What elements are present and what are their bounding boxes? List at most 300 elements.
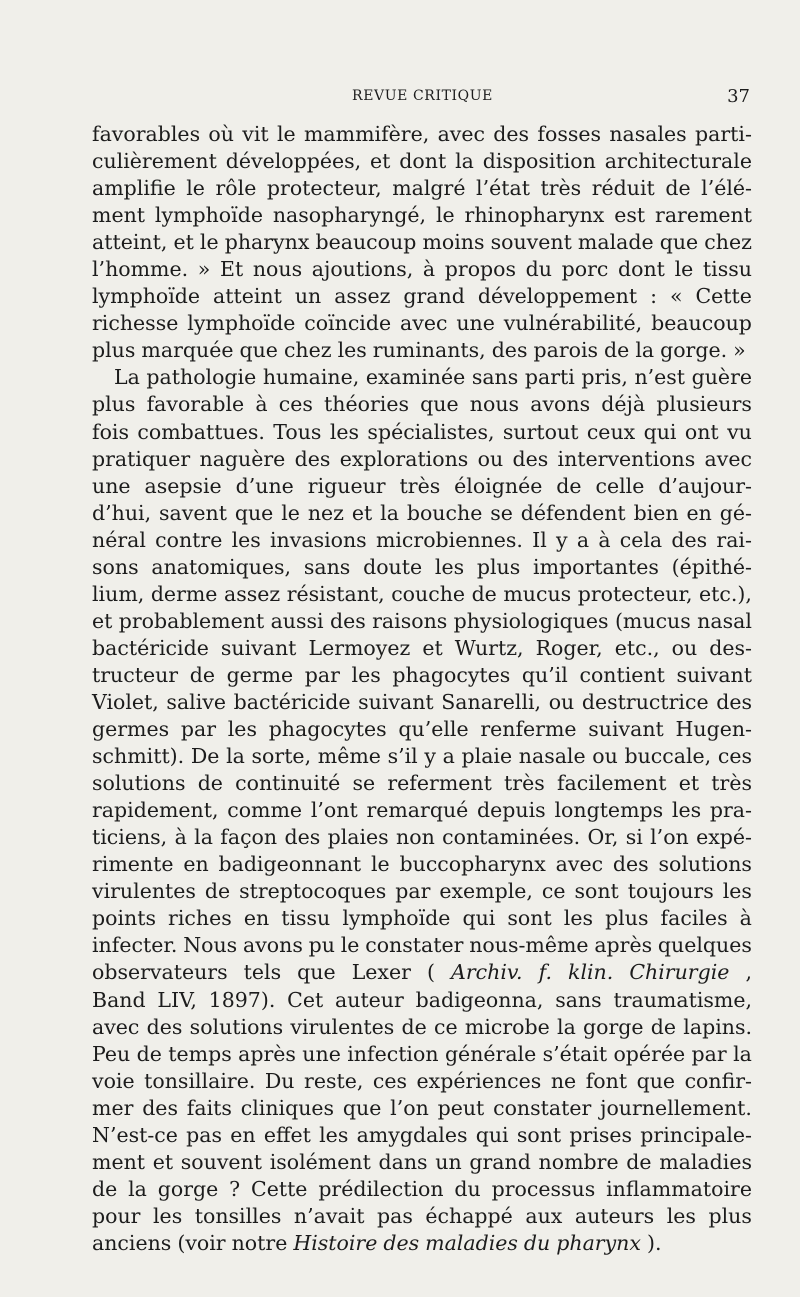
word: Sanarelli, <box>441 689 542 714</box>
word: Band <box>92 987 146 1012</box>
word: de <box>401 1014 427 1039</box>
word: le <box>340 933 360 958</box>
word: les <box>227 717 257 742</box>
word: pas <box>186 1122 222 1147</box>
word: toujours <box>627 879 714 904</box>
word: Cette <box>251 1176 308 1201</box>
word: contre <box>155 527 223 552</box>
word: à <box>739 906 752 931</box>
word: sans <box>471 365 519 390</box>
word: pharynx <box>556 1230 641 1255</box>
word: la <box>455 149 474 174</box>
word: maladies <box>425 1230 518 1255</box>
text-line <box>92 987 752 1014</box>
word: solutions <box>92 771 186 796</box>
word: l’homme. <box>92 257 189 282</box>
word: voie <box>92 1068 135 1093</box>
word: germes <box>92 717 170 742</box>
word: les <box>666 1203 696 1228</box>
word: lymphoïde <box>92 284 201 309</box>
word: atteint, <box>92 230 168 255</box>
word: déjà <box>601 392 646 417</box>
word: par <box>395 879 431 904</box>
word: que <box>636 1068 676 1093</box>
word: disposition <box>482 149 596 174</box>
word: riches <box>168 906 232 931</box>
word: faciles <box>660 906 728 931</box>
text-line <box>92 527 752 554</box>
word: tonsilles <box>194 1203 282 1228</box>
word: De <box>190 744 220 769</box>
word: depuis <box>477 798 546 823</box>
word: de <box>556 473 582 498</box>
word: lymphoïde <box>187 311 296 336</box>
word: Roger, <box>535 635 603 660</box>
text-line <box>92 878 752 905</box>
word: sorte, <box>251 744 312 769</box>
word: le <box>281 500 300 525</box>
word: cliniques <box>240 1095 335 1120</box>
word: streptocoques <box>239 879 387 904</box>
word: qu’elle <box>398 717 469 742</box>
word: des <box>671 527 708 552</box>
word: éloignée <box>454 473 543 498</box>
word: développées, <box>225 149 362 174</box>
word: et <box>370 149 391 174</box>
word: avec <box>92 1014 140 1039</box>
word: s’était <box>542 1041 608 1066</box>
word: et <box>92 608 113 633</box>
word: avec <box>555 852 604 877</box>
word: l’on <box>650 825 689 850</box>
word: des <box>512 446 549 471</box>
word: La <box>114 365 140 390</box>
word: beaucoup <box>315 230 417 255</box>
word: rapidement, <box>92 798 219 823</box>
word: la <box>194 825 213 850</box>
word: lapins. <box>683 1014 752 1039</box>
word: en <box>183 852 209 877</box>
word: expériences <box>416 1068 542 1093</box>
word: des <box>329 608 366 633</box>
word: n’avait <box>293 1203 365 1228</box>
word: phagocytes <box>268 717 387 742</box>
word: Archiv. <box>451 960 523 985</box>
word: par <box>180 717 217 742</box>
word: ou <box>671 635 698 660</box>
word: cela <box>619 527 663 552</box>
text-line <box>92 256 752 283</box>
word: assez <box>223 581 281 606</box>
word: contient <box>579 662 665 687</box>
word: suivant <box>220 635 297 660</box>
word: malade <box>577 230 654 255</box>
word: ? <box>229 1176 241 1201</box>
word: avons <box>242 933 303 958</box>
word: les <box>351 662 381 687</box>
word: très <box>711 771 752 796</box>
word: « <box>669 284 683 309</box>
word: badigeonna, <box>415 987 544 1012</box>
word: reste, <box>304 1068 364 1093</box>
word: » <box>733 338 746 363</box>
word: klin. <box>568 960 614 985</box>
word: des <box>491 338 528 363</box>
word: probablement <box>118 608 265 633</box>
word: auteurs <box>574 1203 655 1228</box>
word: salive <box>166 689 226 714</box>
word: ou <box>548 689 575 714</box>
word: phagocytes <box>392 662 511 687</box>
word: ce <box>434 1014 458 1039</box>
word: le <box>370 852 390 877</box>
word: avec <box>437 122 485 146</box>
text-line <box>92 121 752 148</box>
text-line <box>92 1149 752 1176</box>
word: assez <box>334 284 391 309</box>
text-line <box>92 1041 752 1068</box>
word: (voir <box>177 1230 226 1255</box>
word: confir- <box>684 1068 752 1093</box>
text-line <box>92 689 752 716</box>
word: n’est <box>634 365 686 390</box>
word: de <box>204 879 231 904</box>
word: font <box>585 1068 628 1093</box>
word: temps <box>168 1041 232 1066</box>
word: non <box>396 825 435 850</box>
word: Or, <box>587 825 619 850</box>
word: longtemps <box>554 798 664 823</box>
word: culièrement <box>92 149 217 174</box>
word: tructeur <box>92 662 179 687</box>
word: auteur <box>335 987 404 1012</box>
text-line <box>92 554 752 581</box>
word: ). <box>646 1230 662 1255</box>
word: avec <box>400 311 448 336</box>
word: même <box>317 744 381 769</box>
word: les <box>722 879 752 904</box>
word: prédilection <box>318 1176 444 1201</box>
word: protecteur, <box>577 581 693 606</box>
word: destructrice <box>581 689 709 714</box>
word: pharynx <box>224 230 310 255</box>
word: un <box>294 284 322 309</box>
word: une <box>92 473 131 498</box>
word: mer <box>92 1095 134 1120</box>
word: très <box>540 176 582 201</box>
word: avec <box>704 446 752 471</box>
word: ont <box>684 419 719 444</box>
word: amplifie <box>92 176 176 201</box>
word: pas <box>376 1203 413 1228</box>
word: lium, <box>92 581 145 606</box>
word: a <box>442 744 455 769</box>
word: rhinopharynx <box>464 203 605 228</box>
word: faits <box>186 1095 232 1120</box>
word: sont <box>516 1122 562 1147</box>
word: a <box>576 527 590 552</box>
word: Tous <box>273 419 322 444</box>
word: résistant, <box>286 581 385 606</box>
text-line <box>92 310 752 337</box>
word: asepsie <box>144 473 222 498</box>
word: grand <box>403 284 465 309</box>
word: fosses <box>537 122 602 146</box>
word: très <box>399 473 441 498</box>
text-line <box>92 1095 752 1122</box>
word: rai- <box>716 527 752 552</box>
text-line <box>92 500 752 527</box>
word: nasopharyngé, <box>272 203 427 228</box>
word: constater <box>365 933 464 958</box>
word: des <box>612 852 649 877</box>
word: réduit <box>591 176 655 201</box>
word: du <box>525 257 552 282</box>
word: pathologie <box>146 365 257 390</box>
word: Wurtz, <box>454 635 524 660</box>
word: , <box>745 960 752 985</box>
word: isolément <box>269 1149 371 1174</box>
word: (épithé- <box>671 554 752 579</box>
word: des- <box>709 635 752 660</box>
word: ou <box>477 446 504 471</box>
word: le <box>674 257 694 282</box>
word: favorable <box>146 392 245 417</box>
word: que <box>342 1095 382 1120</box>
word: couche <box>391 581 466 606</box>
word: des <box>284 825 321 850</box>
word: parois <box>533 338 599 363</box>
word: Lexer <box>351 960 411 985</box>
text-line <box>92 419 752 446</box>
word: après <box>238 1041 296 1066</box>
word: guère <box>691 365 752 390</box>
word: savent <box>159 500 227 525</box>
word: qui <box>643 419 677 444</box>
word: anciens <box>92 1230 172 1255</box>
text-line <box>92 229 752 256</box>
word: souvent <box>490 230 572 255</box>
word: ruminants, <box>372 338 486 363</box>
word: infection <box>347 1041 439 1066</box>
word: lymphoïde <box>342 906 451 931</box>
word: suivant <box>676 662 752 687</box>
text-line <box>92 662 752 689</box>
word: chez <box>704 230 752 255</box>
word: grand <box>469 1149 531 1174</box>
word: à <box>255 392 268 417</box>
word: plusieurs <box>656 392 752 417</box>
word: de <box>197 771 223 796</box>
text-line <box>92 391 752 418</box>
word: nous <box>252 257 303 282</box>
word: notre <box>231 1230 288 1255</box>
text-line <box>92 581 752 608</box>
word: inflammatoire <box>606 1176 752 1201</box>
word: doute <box>363 554 423 579</box>
word: où <box>208 122 234 146</box>
word: aussi <box>270 608 324 633</box>
word: ces <box>372 1068 408 1093</box>
text-line <box>92 1122 752 1149</box>
word: souvent <box>180 1149 262 1174</box>
word: Cet <box>287 987 324 1012</box>
word: observateurs <box>92 960 228 985</box>
word: bien <box>633 500 679 525</box>
word: Chirurgie <box>629 960 730 985</box>
word: continuité <box>235 771 341 796</box>
word: pratiquer <box>92 446 191 471</box>
word: l’élé- <box>701 176 752 201</box>
text-line <box>92 635 752 662</box>
word: referment <box>387 771 492 796</box>
word: par <box>691 1041 727 1066</box>
word: points <box>92 906 156 931</box>
word: rigueur <box>307 473 386 498</box>
word: anatomiques, <box>151 554 292 579</box>
word: renferme <box>480 717 577 742</box>
text-line <box>92 202 752 229</box>
word: les <box>434 554 465 579</box>
word: plus <box>92 338 136 363</box>
word: qui <box>475 1122 509 1147</box>
word: favorables <box>92 122 201 146</box>
word: invasions <box>270 527 367 552</box>
word: en <box>686 500 712 525</box>
word: porc <box>561 257 609 282</box>
word: la <box>380 500 399 525</box>
running-title: REVUE CRITIQUE <box>352 88 493 104</box>
word: vit <box>242 122 269 146</box>
word: nasale <box>518 744 586 769</box>
word: virulentes <box>290 1014 395 1039</box>
word: combattues. <box>137 419 265 444</box>
word: etc.), <box>699 581 752 606</box>
word: dont <box>618 257 665 282</box>
word: ces <box>278 392 313 417</box>
word: que <box>659 230 699 255</box>
word: le <box>435 203 455 228</box>
text-line <box>92 175 752 202</box>
word: etc., <box>614 635 660 660</box>
word: rimente <box>92 852 174 877</box>
word: malgré <box>392 176 466 201</box>
word: buccopharynx <box>399 852 546 877</box>
word: l’ont <box>310 798 358 823</box>
word: propos <box>444 257 517 282</box>
word: nasal <box>697 608 752 633</box>
word: Histoire <box>293 1230 378 1255</box>
text-line <box>92 337 752 364</box>
word: se <box>352 771 376 796</box>
word: derme <box>150 581 218 606</box>
word: nasales <box>609 122 687 146</box>
word: badigeonnant <box>218 852 362 877</box>
word: microbiennes. <box>375 527 523 552</box>
word: gorge <box>583 1014 644 1039</box>
word: théories <box>324 392 409 417</box>
word: à <box>598 527 611 552</box>
word: l’on <box>390 1095 429 1120</box>
word: les <box>671 798 702 823</box>
word: en <box>243 906 270 931</box>
word: du <box>454 1176 481 1201</box>
word: : <box>650 284 657 309</box>
word: N’est-ce <box>92 1122 178 1147</box>
word: des <box>383 1230 420 1255</box>
word: de <box>189 662 215 687</box>
word: une <box>456 311 495 336</box>
word: marquée <box>141 338 234 363</box>
word: et <box>173 230 194 255</box>
word: que <box>420 392 459 417</box>
word: bactéricide <box>233 689 351 714</box>
page-header <box>95 86 750 108</box>
word: Du <box>264 1068 295 1093</box>
word: générale <box>444 1041 537 1066</box>
word: plus <box>92 392 136 417</box>
text-line <box>92 1230 752 1257</box>
word: Cette <box>695 284 752 309</box>
text-line <box>92 851 752 878</box>
word: rarement <box>655 203 752 228</box>
word: les <box>337 338 367 363</box>
word: Hugen- <box>675 717 752 742</box>
word: moins <box>422 230 485 255</box>
word: f. <box>538 960 552 985</box>
word: quelques <box>657 933 752 958</box>
word: les <box>153 1203 183 1228</box>
word: celle <box>595 473 645 498</box>
word: rôle <box>215 176 257 201</box>
word: le <box>276 122 296 146</box>
word: prises <box>569 1122 633 1147</box>
word: dans <box>378 1149 428 1174</box>
word: architecturale <box>604 149 752 174</box>
word: tissu <box>702 257 752 282</box>
word: de <box>136 1041 162 1066</box>
word: sons <box>92 554 139 579</box>
word: germe <box>226 662 294 687</box>
text-line <box>92 148 752 175</box>
word: et <box>678 771 700 796</box>
word: LIV, <box>157 987 197 1012</box>
text-line <box>92 446 752 473</box>
word: le <box>199 230 219 255</box>
word: dont <box>399 149 447 174</box>
word: que <box>234 500 274 525</box>
word: contaminées. <box>442 825 581 850</box>
word: d’une <box>235 473 294 498</box>
word: bactéricide <box>92 635 209 660</box>
word: après <box>594 933 653 958</box>
text-line <box>92 797 752 824</box>
word: tissu <box>281 906 331 931</box>
word: sans <box>555 987 602 1012</box>
word: de <box>471 581 497 606</box>
word: plus <box>476 554 521 579</box>
word: fois <box>92 419 130 444</box>
word: protecteur, <box>266 176 382 201</box>
word: façon <box>220 825 278 850</box>
word: buccale, <box>624 744 712 769</box>
word: principale- <box>640 1122 752 1147</box>
word: les <box>231 527 261 552</box>
word: la <box>557 1014 576 1039</box>
word: lymphoïde <box>154 203 263 228</box>
word: comme <box>227 798 303 823</box>
word: traumatisme, <box>613 987 752 1012</box>
